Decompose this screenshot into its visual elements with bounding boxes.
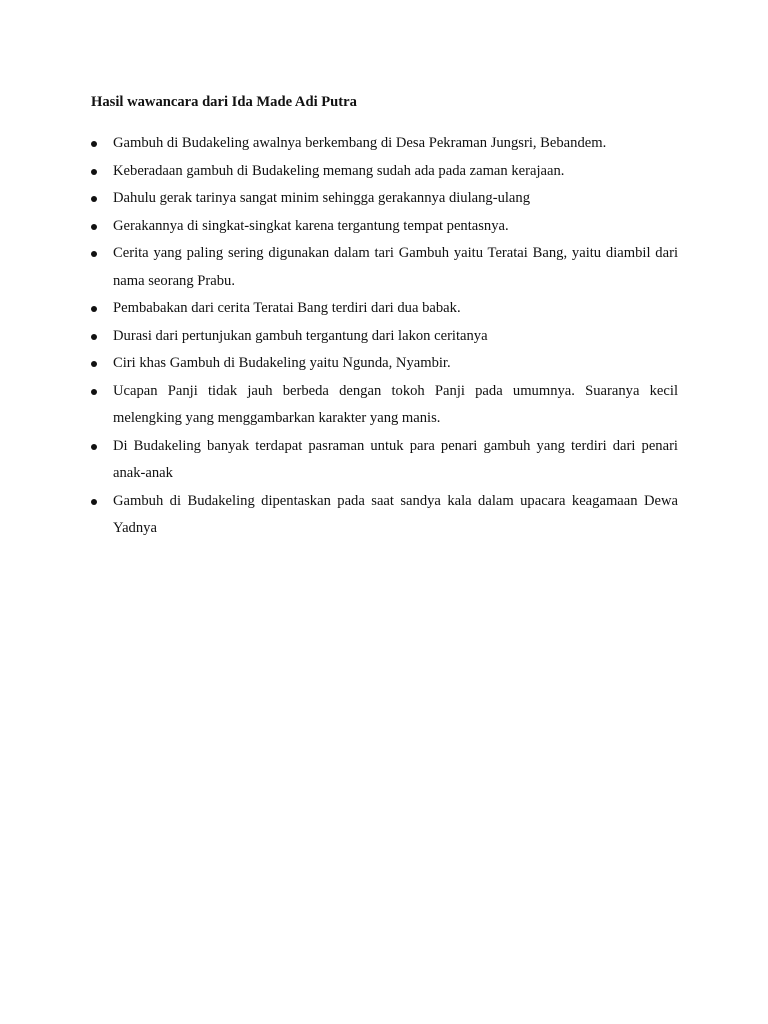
bullet-icon	[91, 334, 97, 340]
list-item	[91, 213, 678, 241]
list-item	[91, 350, 678, 378]
list-item-text: Ciri khas Gambuh di Budakeling yaitu Ngunda, Nyambir.	[113, 355, 451, 371]
list-item-text: Pembabakan dari cerita Teratai Bang terdiri dari dua babak.	[113, 300, 461, 316]
bullet-icon	[91, 499, 97, 505]
list-item-text: Di Budakeling banyak terdapat pasraman untuk para penari gambuh yang terdiri dari penari anak-anak	[113, 437, 678, 481]
document-page	[91, 90, 678, 543]
bullet-icon	[91, 306, 97, 312]
list-item-text: Keberadaan gambuh di Budakeling memang sudah ada pada zaman kerajaan.	[113, 162, 565, 179]
list-item-text: Durasi dari pertunjukan gambuh tergantung dari lakon ceritanya	[113, 327, 488, 344]
bullet-icon	[91, 361, 97, 367]
bullet-icon	[91, 196, 97, 202]
list-item	[91, 130, 678, 158]
bullet-icon	[91, 169, 97, 175]
list-item-text: Cerita yang paling sering digunakan dalam tari Gambuh yaitu Teratai Bang, yaitu diambil dari nama seorang Prabu.	[113, 245, 678, 289]
list-item	[91, 158, 678, 186]
bullet-icon	[91, 251, 97, 257]
bullet-icon	[91, 444, 97, 450]
bullet-icon	[91, 224, 97, 230]
list-item-text: Dahulu gerak tarinya sangat minim sehingga gerakannya diulang-ulang	[113, 190, 531, 206]
list-item-text: Ucapan Panji tidak jauh berbeda dengan tokoh Panji pada umumnya. Suaranya kecil melengking yang menggambarkan karakter yang manis.	[113, 382, 678, 426]
list-item	[91, 240, 678, 295]
list-item	[91, 378, 678, 433]
document-title: Hasil wawancara dari Ida Made Adi Putra	[91, 94, 357, 110]
list-item	[91, 488, 678, 543]
bullet-list	[91, 130, 678, 543]
list-item-text: Gerakannya di singkat-singkat karena tergantung tempat pentasnya.	[113, 217, 509, 234]
bullet-icon	[91, 389, 97, 395]
list-item	[91, 323, 678, 351]
list-item-text: Gambuh di Budakeling dipentaskan pada saat sandya kala dalam upacara keagamaan Dewa Yadnya	[113, 492, 678, 536]
list-item	[91, 185, 678, 213]
list-item	[91, 295, 678, 323]
list-item-text: Gambuh di Budakeling awalnya berkembang di Desa Pekraman Jungsri, Bebandem.	[113, 135, 607, 151]
list-item	[91, 433, 678, 488]
bullet-icon	[91, 141, 97, 147]
